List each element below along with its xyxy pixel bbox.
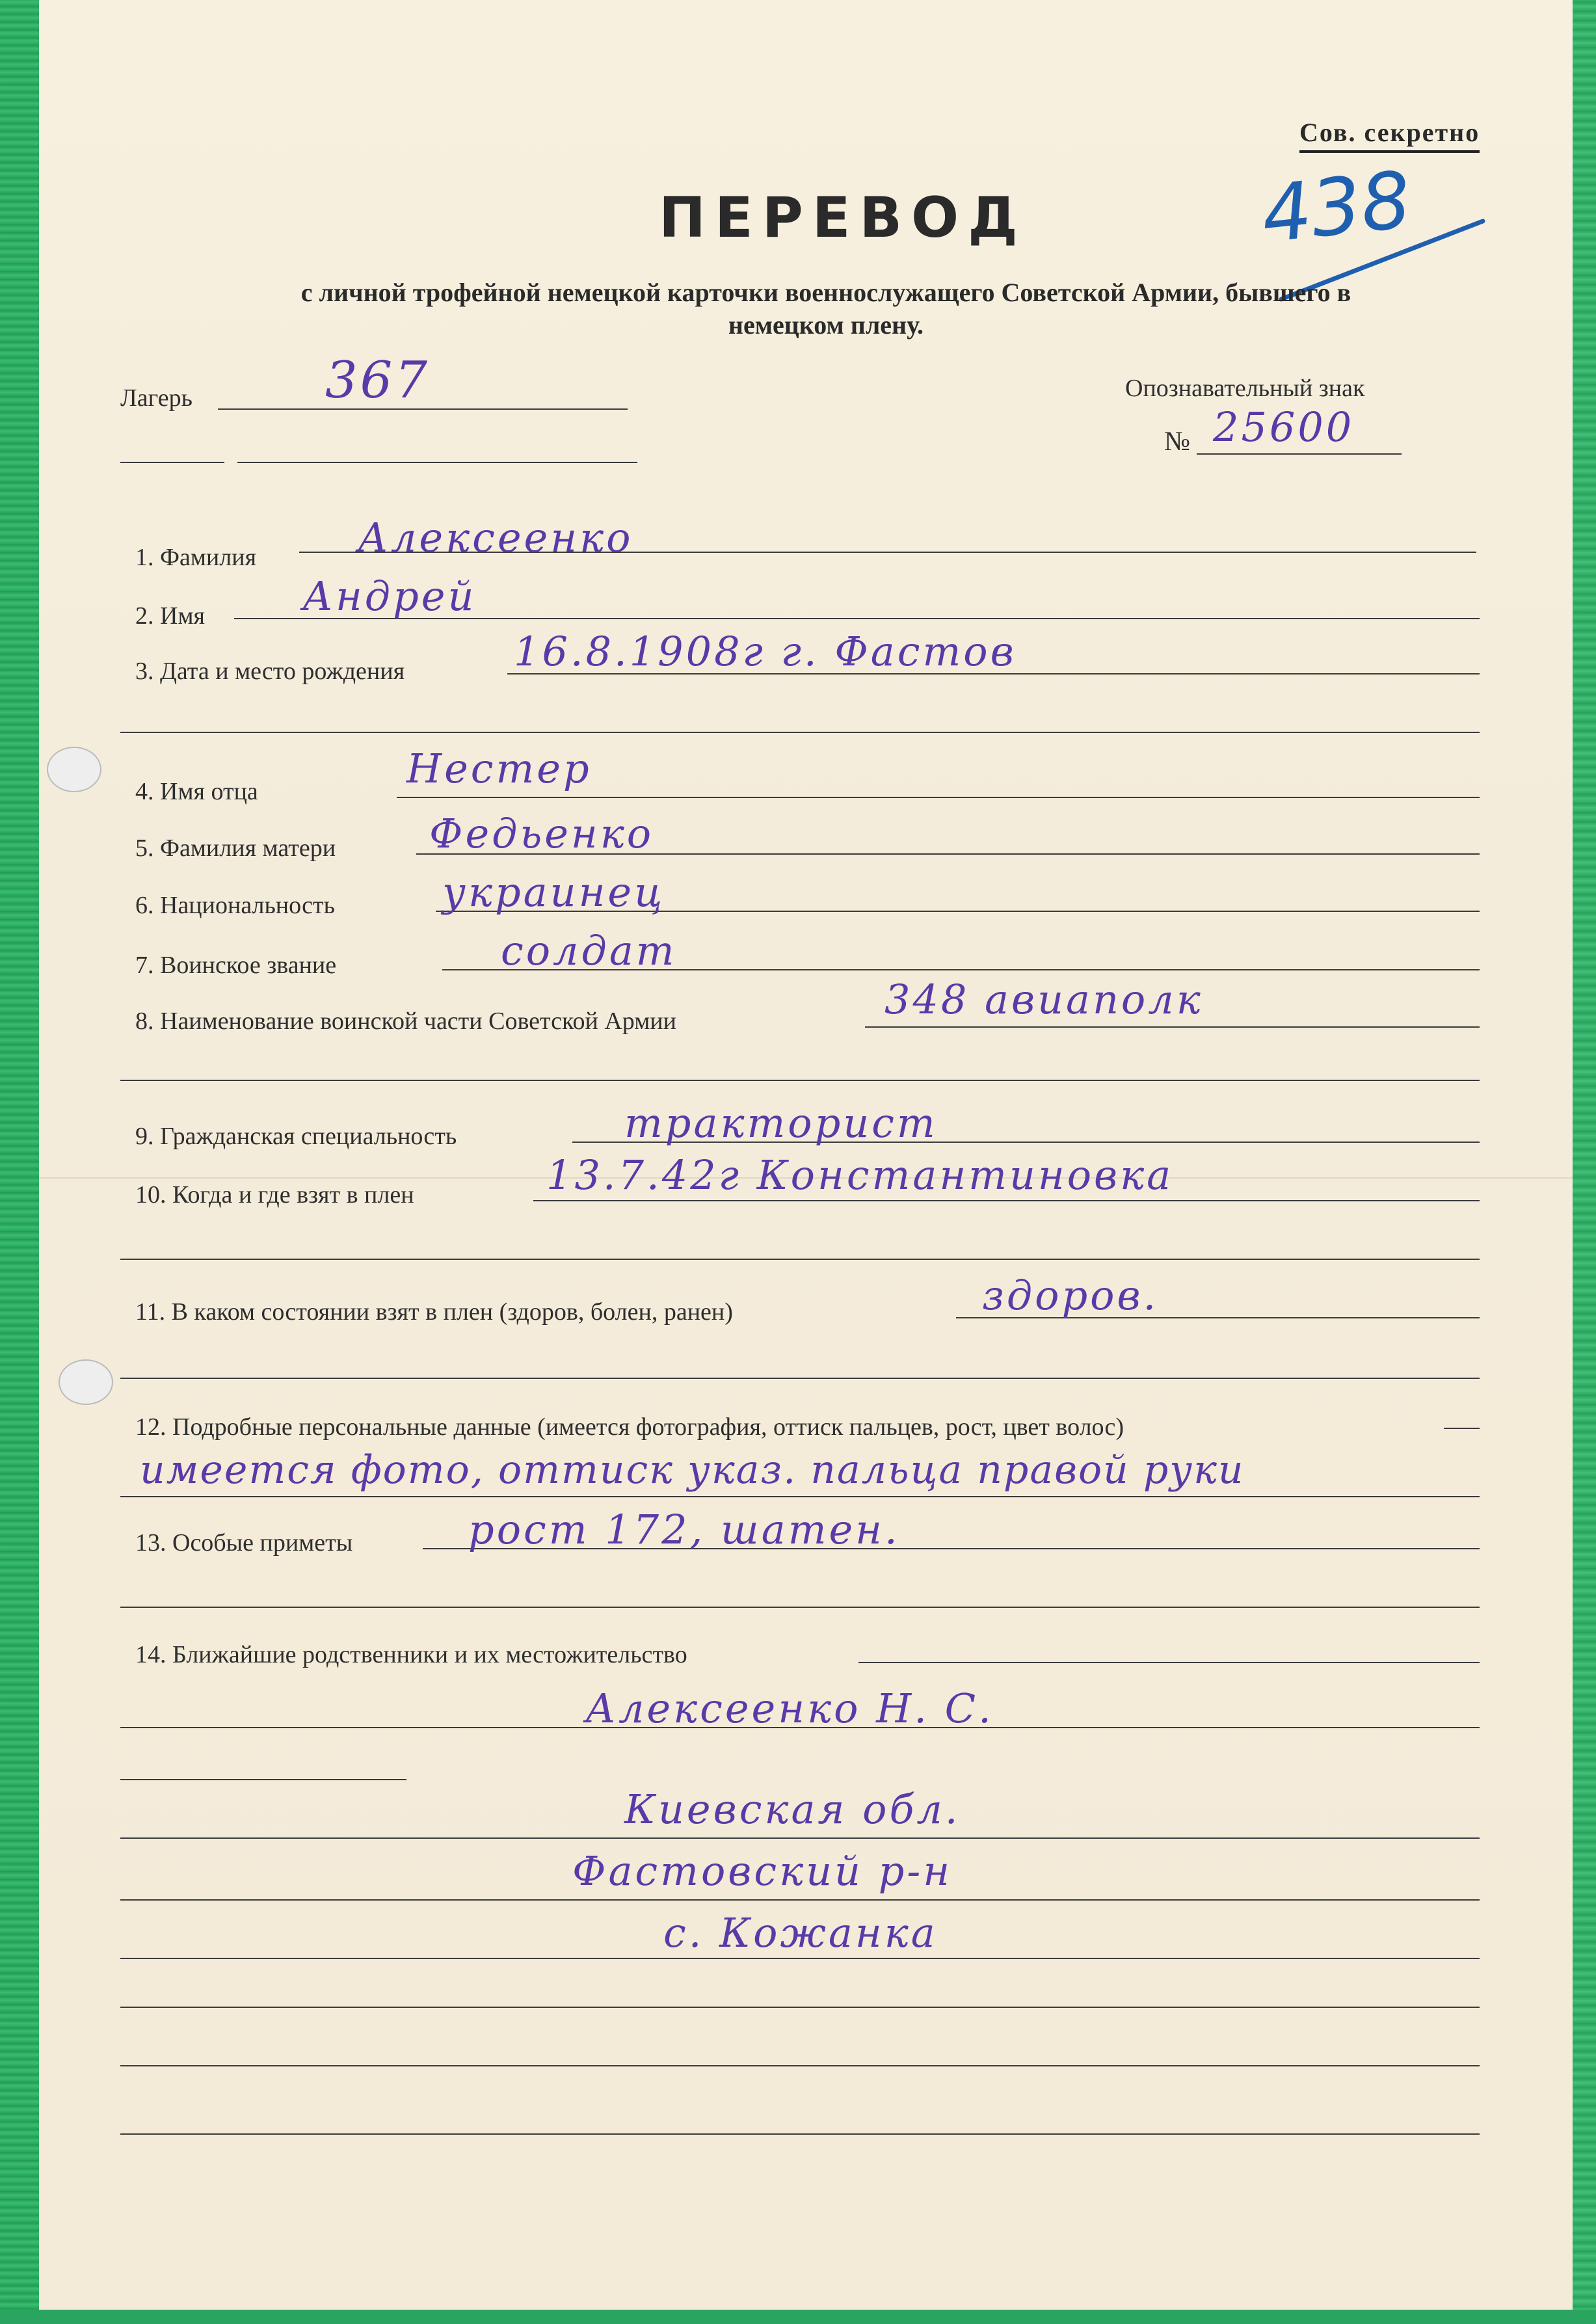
field-nationality-label: 6. Национальность [135, 892, 335, 919]
relatives-line-1 [120, 1727, 1480, 1728]
field-unit-value: 348 авиаполк [884, 976, 1203, 1023]
relatives-address-village: с. Кожанка [663, 1909, 938, 1957]
camp-label: Лагерь [120, 384, 193, 412]
field-birth-label: 3. Дата и место рождения [135, 658, 405, 685]
field-personal-line-2 [120, 1496, 1480, 1497]
field-captured-line-2 [120, 1259, 1480, 1260]
relatives-line-7 [120, 2065, 1480, 2066]
field-father-value: Нестер [406, 745, 592, 792]
document-subtitle: с личной трофейной немецкой карточки военнослужащего Советской Армии, бывшего в немецком плену. [300, 278, 1351, 340]
field-surname-label: 1. Фамилия [135, 544, 257, 571]
document-title: ПЕРЕВОД [659, 185, 1027, 250]
field-unit-line-2 [120, 1080, 1480, 1081]
id-tag-number-sign: № [1164, 427, 1191, 457]
id-tag-value: 25600 [1213, 403, 1355, 451]
field-father-line [397, 797, 1480, 798]
field-profession-label: 9. Гражданская специальность [135, 1123, 457, 1150]
punch-hole-bottom [59, 1359, 113, 1405]
field-unit-label: 8. Наименование воинской части Советской Армии [135, 1008, 676, 1035]
field-condition-label: 11. В каком состоянии взят в плен (здоров, болен, ранен) [135, 1298, 733, 1326]
scan-border-bottom [0, 2310, 1596, 2324]
field-captured-label: 10. Когда и где взят в плен [135, 1181, 414, 1209]
relatives-line-3 [120, 1837, 1480, 1839]
camp-value: 367 [325, 351, 430, 410]
field-relatives-label: 14. Ближайшие родственники и их местожительство [135, 1641, 687, 1668]
field-relatives-line [858, 1662, 1480, 1663]
field-features-value: рост 172, шатен. [468, 1506, 900, 1553]
field-rank-value: солдат [501, 927, 677, 974]
field-nationality-value: украинец [442, 868, 665, 916]
field-features-label: 13. Особые приметы [135, 1529, 353, 1556]
field-personal-line [1444, 1428, 1480, 1429]
id-tag-label: Опознавательный знак [1125, 375, 1365, 402]
id-tag-line [1197, 453, 1402, 455]
field-name-label: 2. Имя [135, 602, 205, 630]
field-features-line-2 [120, 1607, 1480, 1608]
field-captured-value: 13.7.42г Константиновка [546, 1151, 1174, 1199]
field-condition-value: здоров. [982, 1272, 1159, 1319]
relatives-line-5 [120, 1958, 1480, 1959]
relatives-address-district: Фастовский р-н [572, 1847, 953, 1895]
field-profession-value: тракторист [624, 1099, 938, 1147]
field-captured-line [533, 1200, 1480, 1201]
relatives-line-4 [120, 1899, 1480, 1901]
relatives-line-6 [120, 2007, 1480, 2008]
field-surname-value: Алексеенко [358, 514, 633, 561]
field-personal-value: имеется фото, оттиск указ. пальца правой руки [140, 1447, 1245, 1493]
classification-label: Сов. секретно [1299, 117, 1480, 153]
field-condition-line-2 [120, 1378, 1480, 1379]
relatives-name: Алексеенко Н. С. [585, 1685, 994, 1732]
punch-hole-top [47, 747, 101, 792]
field-mother-label: 5. Фамилия матери [135, 835, 336, 862]
field-father-label: 4. Имя отца [135, 778, 258, 805]
field-rank-label: 7. Воинское звание [135, 952, 337, 979]
camp-line-2a [120, 462, 224, 463]
field-personal-label: 12. Подробные персональные данные (имеется фотография, оттиск пальцев, рост, цвет волос) [135, 1413, 1124, 1441]
relatives-address-region: Киевская обл. [624, 1785, 961, 1833]
scan-border-left [0, 0, 39, 2324]
relatives-line-8 [120, 2133, 1480, 2135]
field-birth-line-2 [120, 732, 1480, 733]
field-unit-line [865, 1026, 1480, 1028]
field-name-value: Андрей [302, 572, 477, 620]
camp-line-2b [237, 462, 637, 463]
field-mother-value: Федьенко [429, 810, 654, 857]
field-birth-value: 16.8.1908г г. Фастов [514, 628, 1017, 675]
scan-border-right [1573, 0, 1596, 2324]
archive-number-handwritten: 438 [1257, 155, 1415, 261]
relatives-line-2 [120, 1779, 406, 1780]
